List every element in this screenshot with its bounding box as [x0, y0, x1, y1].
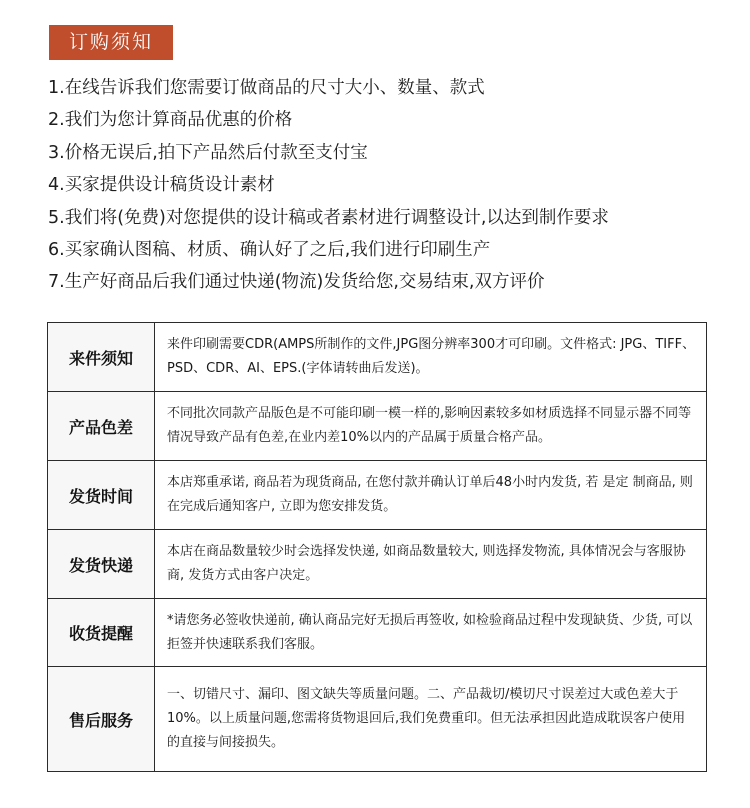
table-row — [48, 530, 707, 599]
notice-table — [47, 322, 707, 772]
step-item: 4.买家提供设计稿货设计素材 — [48, 175, 275, 196]
step-item: 7.生产好商品后我们通过快递(物流)发货给您,交易结束,双方评价 — [48, 272, 545, 293]
table-row — [48, 461, 707, 530]
step-item: 2.我们为您计算商品优惠的价格 — [48, 110, 293, 131]
step-item: 3.价格无误后,拍下产品然后付款至支付宝 — [48, 142, 368, 163]
row-label: 发货快递 — [48, 530, 155, 599]
row-content: 本店郑重承诺, 商品若为现货商品, 在您付款并确认订单后48小时内发货, 若 是定 制商品, 则在完成后通知客户, 立即为您安排发货。 — [155, 461, 707, 530]
table-row — [48, 667, 707, 772]
page-title: 订购须知 — [49, 25, 173, 60]
step-item: 5.我们将(免费)对您提供的设计稿或者素材进行调整设计,以达到制作要求 — [48, 207, 609, 228]
row-content: *请您务必签收快递前, 确认商品完好无损后再签收, 如检验商品过程中发现缺货、少货, 可以拒签并快速联系我们客服。 — [155, 599, 707, 667]
row-label: 收货提醒 — [48, 599, 155, 667]
table-row — [48, 392, 707, 461]
row-label: 售后服务 — [48, 667, 155, 772]
step-item: 6.买家确认图稿、材质、确认好了之后,我们进行印刷生产 — [48, 239, 491, 260]
table-row — [48, 323, 707, 392]
row-label: 产品色差 — [48, 392, 155, 461]
row-content: 来件印刷需要CDR(AMPS所制作的文件,JPG图分辨率300才可印刷。文件格式: JPG、TIFF、PSD、CDR、AI、EPS.(字体请转曲后发送)。 — [155, 323, 707, 392]
row-label: 来件须知 — [48, 323, 155, 392]
row-label: 发货时间 — [48, 461, 155, 530]
row-content: 不同批次同款产品版色是不可能印刷一模一样的,影响因素较多如材质选择不同显示器不同等情况导致产品有色差,在业内差10%以内的产品属于质量合格产品。 — [155, 392, 707, 461]
order-steps-list — [48, 72, 728, 299]
step-item: 1.在线告诉我们您需要订做商品的尺寸大小、数量、款式 — [48, 78, 485, 98]
row-content: 本店在商品数量较少时会选择发快递, 如商品数量较大, 则选择发物流, 具体情况会与客服协商, 发货方式由客户决定。 — [155, 530, 707, 599]
row-content: 一、切错尺寸、漏印、图文缺失等质量问题。二、产品裁切/模切尺寸误差过大或色差大于10%。以上质量问题,您需将货物退回后,我们免费重印。但无法承担因此造成耽误客户使用的直接与间接损失。 — [155, 667, 707, 772]
table-row — [48, 599, 707, 667]
